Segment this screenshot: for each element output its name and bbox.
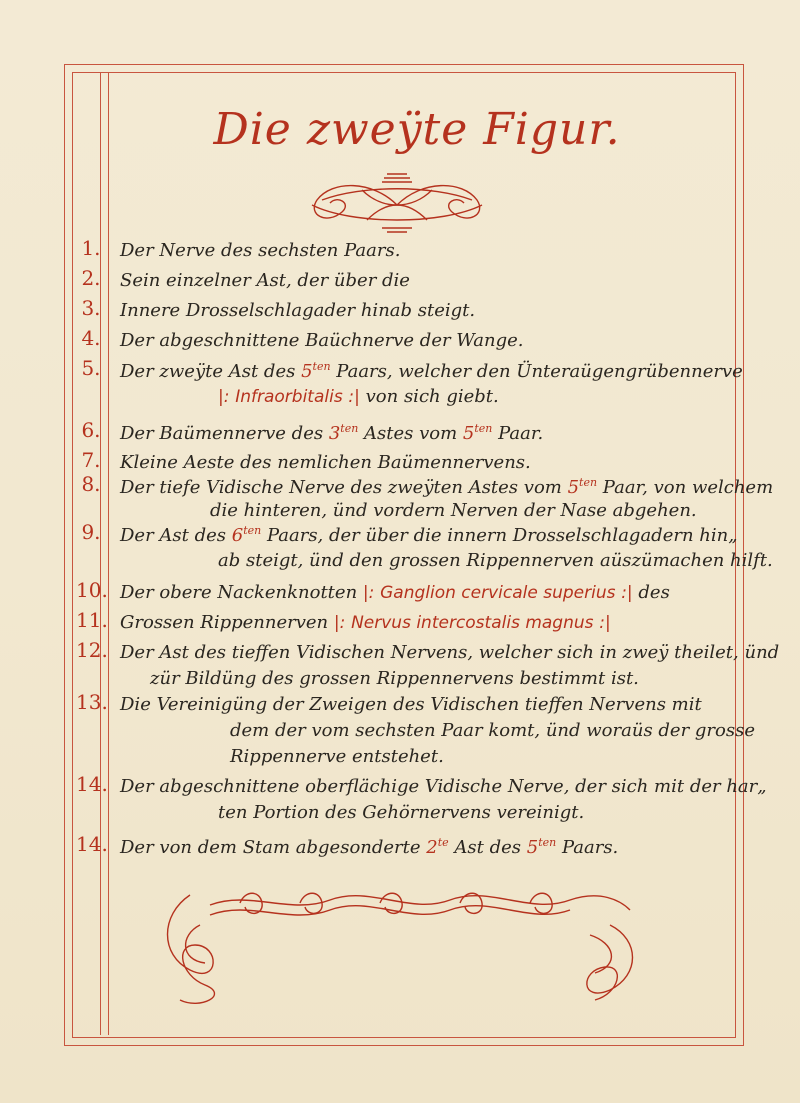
latin-bracket-close: :| [348, 387, 360, 407]
ordinal-suffix: ten [312, 360, 331, 373]
item-text [120, 476, 773, 498]
ordinal-number: 3 [328, 423, 341, 444]
latin-term: Infraorbitalis [235, 387, 343, 407]
item-text-part: Der obere Nackenknotten [120, 582, 358, 603]
latin-term: Nervus intercostalis magnus [351, 613, 594, 633]
item-text: Kleine Aeste des nemlichen Baümennervens. [120, 452, 531, 473]
item-number: 11. [76, 608, 108, 632]
item-number: 14. [76, 832, 108, 856]
latin-bracket-close: :| [599, 613, 611, 633]
item-number: 3. [81, 296, 101, 320]
ordinal-suffix: ten [243, 524, 262, 537]
item-text-part: von sich giebt. [365, 386, 499, 407]
latin-bracket-open: |: [333, 613, 346, 633]
item-text-part: Paars, welcher den Ünteraügengrübennerve [336, 361, 743, 382]
item-number: 5. [81, 356, 101, 380]
item-text: Der abgeschnittene Baüchnerve der Wange. [120, 330, 524, 351]
item-number: 4. [81, 326, 101, 350]
item-text-part: Der tiefe Vidische Nerve des zweÿten Astes vom [120, 477, 562, 498]
item-text-part: Astes vom [364, 423, 458, 444]
ordinal-number: 5 [567, 477, 580, 498]
item-text [120, 360, 743, 382]
top-flourish-ornament [292, 170, 502, 240]
item-number: 9. [81, 520, 101, 544]
item-text-part: Paars. [561, 837, 619, 858]
item-text: Der abgeschnittene oberflächige Vidische Nerve, der sich mit der har„ [120, 776, 767, 797]
ordinal-number: 5 [301, 361, 313, 382]
latin-bracket-open: |: [218, 387, 230, 407]
latin-bracket-close: :| [621, 583, 633, 603]
item-text: Der Nerve des sechsten Paars. [120, 240, 401, 261]
item-text-continued: Rippennerve entstehet. [230, 746, 444, 767]
ordinal-number: 2 [426, 837, 438, 858]
item-text-part: Der von dem Stam abgesonderte [120, 837, 421, 858]
item-number: 7. [81, 448, 101, 472]
item-text [120, 612, 611, 633]
ordinal-suffix: ten [538, 836, 557, 849]
ordinal-number: 5 [526, 837, 539, 858]
item-text-continued: ten Portion des Gehörnervens vereinigt. [218, 802, 585, 823]
item-text [120, 836, 618, 858]
item-number: 14. [76, 772, 108, 796]
item-number: 2. [81, 266, 101, 290]
ordinal-number: 5 [462, 423, 475, 444]
item-text-continued: ab steigt, ünd den grossen Rippennerven aüszümachen hilft. [218, 550, 773, 571]
item-number: 13. [76, 690, 108, 714]
item-text: Der Ast des tieffen Vidischen Nervens, welcher sich in zweÿ theilet, ünd [120, 642, 780, 663]
item-text: Die Vereinigüng der Zweigen des Vidischen tieffen Nervens mit [120, 694, 702, 715]
item-text: Innere Drosselschlagader hinab steigt. [120, 300, 476, 321]
item-number: 8. [81, 472, 101, 496]
margin-rule-right [108, 73, 109, 1035]
ordinal-suffix: te [437, 836, 449, 849]
ordinal-number: 6 [231, 525, 244, 546]
item-text [120, 582, 670, 603]
item-text-continued: die hinteren, ünd vordern Nerven der Nase abgehen. [210, 500, 697, 521]
item-number: 1. [81, 236, 101, 260]
item-text-part: Paar, von welchem [602, 477, 774, 498]
item-text-part: Der Ast des [120, 525, 227, 546]
item-text-part: Paars, der über die innern Drosselschlagadern hin„ [266, 525, 738, 546]
latin-bracket-open: |: [362, 583, 375, 603]
bottom-flourish-ornament [150, 885, 650, 1015]
item-text-part: des [638, 582, 670, 603]
item-text [120, 524, 738, 546]
item-text-continued: zür Bildüng des grossen Rippennervens bestimmt ist. [150, 668, 639, 689]
ordinal-suffix: ten [340, 422, 359, 435]
ordinal-suffix: ten [474, 422, 493, 435]
item-text-part: Der Baümennerve des [120, 423, 324, 444]
latin-term: Ganglion cervicale superius [380, 583, 616, 603]
margin-rule-left [100, 73, 101, 1035]
item-number: 10. [76, 578, 108, 602]
item-text-part: Grossen Rippennerven [120, 612, 329, 633]
item-text-part: Der zweÿte Ast des [120, 361, 296, 382]
item-text: Sein einzelner Ast, der über die [120, 270, 410, 291]
item-text-continued: dem der vom sechsten Paar komt, ünd woraüs der grosse [230, 720, 755, 741]
item-number: 12. [76, 638, 108, 662]
ordinal-suffix: ten [579, 476, 598, 489]
page-title: Die zweÿte Figur. [213, 104, 621, 155]
item-text [120, 422, 543, 444]
item-text-part: Ast des [454, 837, 522, 858]
item-text-continued [218, 386, 499, 407]
item-text-part: Paar. [498, 423, 544, 444]
item-number: 6. [81, 418, 101, 442]
